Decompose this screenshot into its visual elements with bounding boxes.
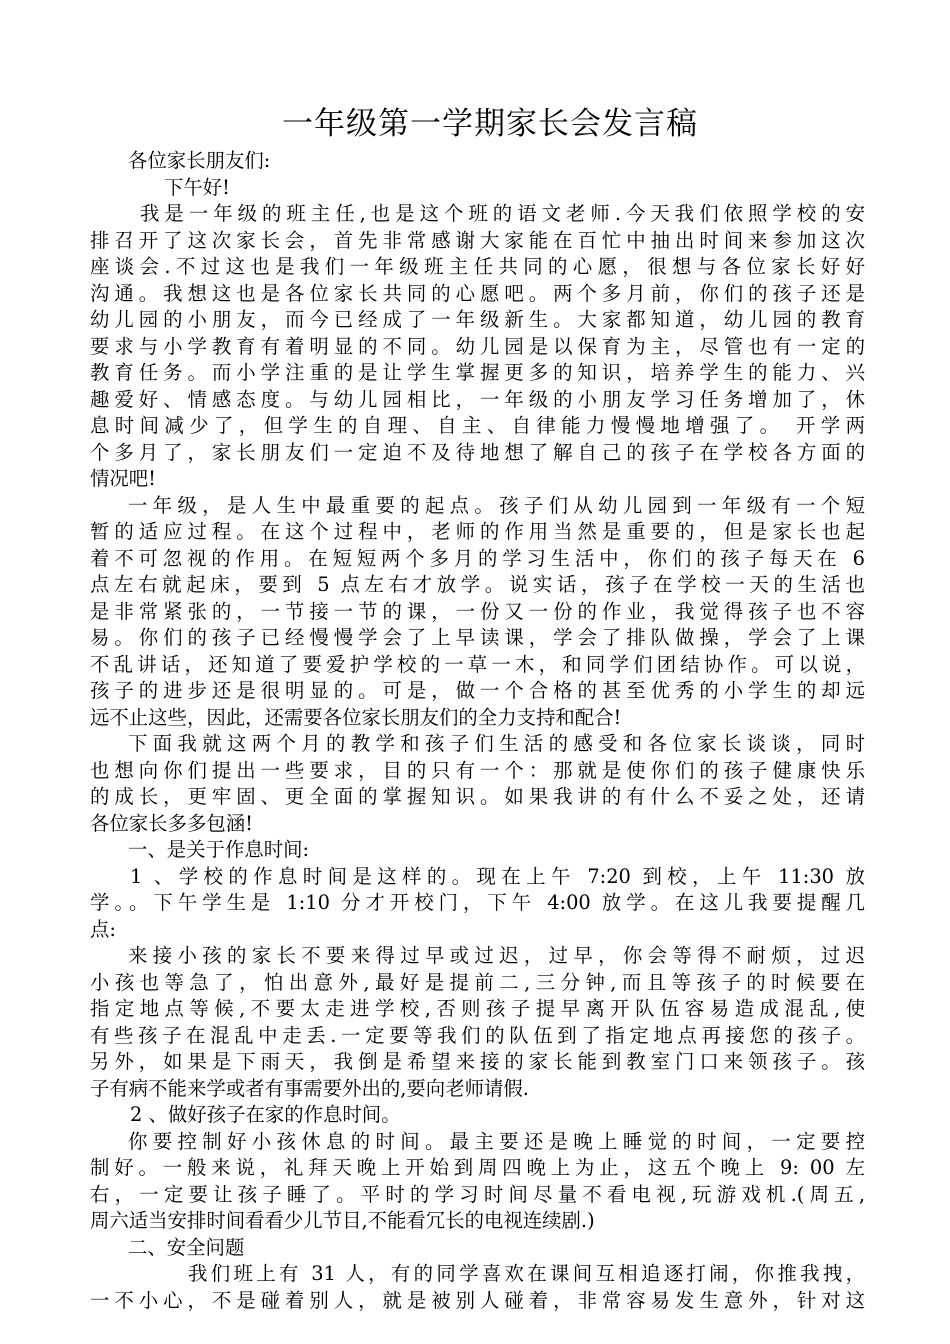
text-line: 点左右就起床，要到 5 点左右才放学。说实话，孩子在学校一天的生活也: [90, 573, 865, 596]
text-line: 你要控制好小孩休息的时间。最主要还是晚上睡觉的时间，一定要控: [128, 1129, 865, 1153]
text-line: 幼儿园的小朋友，而今已经成了一年级新生。大家都知道，幼儿园的教育: [90, 308, 865, 331]
text-line: 制好。一般来说，礼拜天晚上开始到周四晚上为止，这五个晚上 9: 00 左: [90, 1156, 865, 1179]
text-line: 来接小孩的家长不要来得过早或过迟，过早，你会等得不耐烦，过迟: [128, 944, 865, 967]
text-line: 我们班上有 31 人，有的同学喜欢在课间互相追逐打闹，你推我拽，: [188, 1262, 865, 1285]
text-line: 小孩也等急了，怕出意外,最好是提前二,三分钟,而且等孩子的时候要在: [90, 970, 865, 994]
text-line: 另外，如果是下雨天，我倒是希望来接的家长能到教室门口来领孩子。孩: [90, 1050, 865, 1073]
text-line: 各位家长朋友们:: [128, 149, 271, 172]
text-line: 子有病不能来学或者有事需要外出的,要向老师请假.: [90, 1076, 529, 1100]
text-line: 是非常紧张的，一节接一节的课，一份又一份的作业，我觉得孩子也不容: [90, 599, 865, 623]
text-line: 也想向你们提出一些要求，目的只有一个：那就是使你们的孩子健康快乐: [90, 758, 865, 782]
text-line: 暂的适应过程。在这个过程中，老师的作用当然是重要的，但是家长也起: [90, 520, 865, 543]
text-line: 下面我就这两个月的教学和孩子们生活的感受和各位家长谈谈，同时: [128, 732, 865, 755]
text-line: 我是一年级的班主任,也是这个班的语文老师.今天我们依照学校的安: [140, 202, 865, 225]
text-line: 2 、做好孩子在家的作息时间。: [130, 1103, 401, 1126]
text-line: 指定地点等候,不要太走进学校,否则孩子提早离开队伍容易造成混乱,使: [90, 997, 865, 1020]
text-line: 周六适当安排时间看看少儿节目,不能看冗长的电视连续剧.): [90, 1209, 595, 1232]
text-line: 远不止这些，因此，还需要各位家长朋友们的全力支持和配合!: [90, 705, 622, 729]
text-line: 情况吧!: [90, 467, 156, 490]
text-line: 下午好!: [164, 175, 230, 199]
document-body: [90, 148, 865, 1314]
text-line: 座谈会.不过这也是我们一年级班主任共同的心愿，很想与各位家长好好: [90, 255, 865, 278]
text-line: 孩子的进步还是很明显的。可是，做一个合格的甚至优秀的小学生的却远: [90, 679, 865, 702]
text-line: 点:: [90, 917, 116, 941]
text-line: 学。。下午学生是 1:10 分才开校门，下午 4:00 放学。在这儿我要提醒几: [90, 891, 865, 914]
text-line: 沟通。我想这也是各位家长共同的心愿吧。两个多月前，你们的孩子还是: [90, 281, 865, 305]
text-line: 一、是关于作息时间:: [128, 838, 310, 861]
text-line: 教育任务。而小学注重的是让学生掌握更多的知识，培养学生的能力、兴: [90, 361, 865, 384]
text-line: 一不小心，不是碰着别人，就是被别人碰着，非常容易发生意外，针对这: [90, 1288, 865, 1312]
text-line: 有些孩子在混乱中走丢.一定要等我们的队伍到了指定地点再接您的孩子。: [90, 1023, 865, 1047]
text-line: 一年级，是人生中最重要的起点。孩子们从幼儿园到一年级有一个短: [128, 493, 865, 517]
text-line: 息时间减少了，但学生的自理、自主、自律能力慢慢地增强了。 开学两: [90, 414, 865, 437]
text-line: 的成长，更牢固、更全面的掌握知识。如果我讲的有什么不妥之处，还请: [90, 785, 865, 808]
text-line: 着不可忽视的作用。在短短两个多月的学习生活中，你们的孩子每天在 6: [90, 546, 865, 570]
text-line: 1 、学校的作息时间是这样的。现在上午 7:20 到校，上午 11:30 放: [130, 864, 865, 888]
document-title: 一年级第一学期家长会发言稿: [282, 106, 698, 142]
text-line: 二、安全问题: [128, 1235, 245, 1259]
text-line: 各位家长多多包涵!: [90, 811, 253, 835]
text-line: 排召开了这次家长会，首先非常感谢大家能在百忙中抽出时间来参加这次: [90, 228, 865, 252]
text-line: 右，一定要让孩子睡了。平时的学习时间尽量不看电视,玩游戏机.(周五,: [90, 1182, 865, 1206]
text-line: 不乱讲话，还知道了要爱护学校的一草一木，和同学们团结协作。可以说，: [90, 652, 865, 676]
text-line: 易。你们的孩子已经慢慢学会了上早读课，学会了排队做操，学会了上课: [90, 626, 865, 649]
text-line: 个多月了，家长朋友们一定迫不及待地想了解自己的孩子在学校各方面的: [90, 440, 865, 464]
text-line: 要求与小学教育有着明显的不同。幼儿园是以保育为主，尽管也有一定的: [90, 334, 865, 358]
text-line: 趣爱好、情感态度。与幼儿园相比，一年级的小朋友学习任务增加了，休: [90, 387, 865, 411]
